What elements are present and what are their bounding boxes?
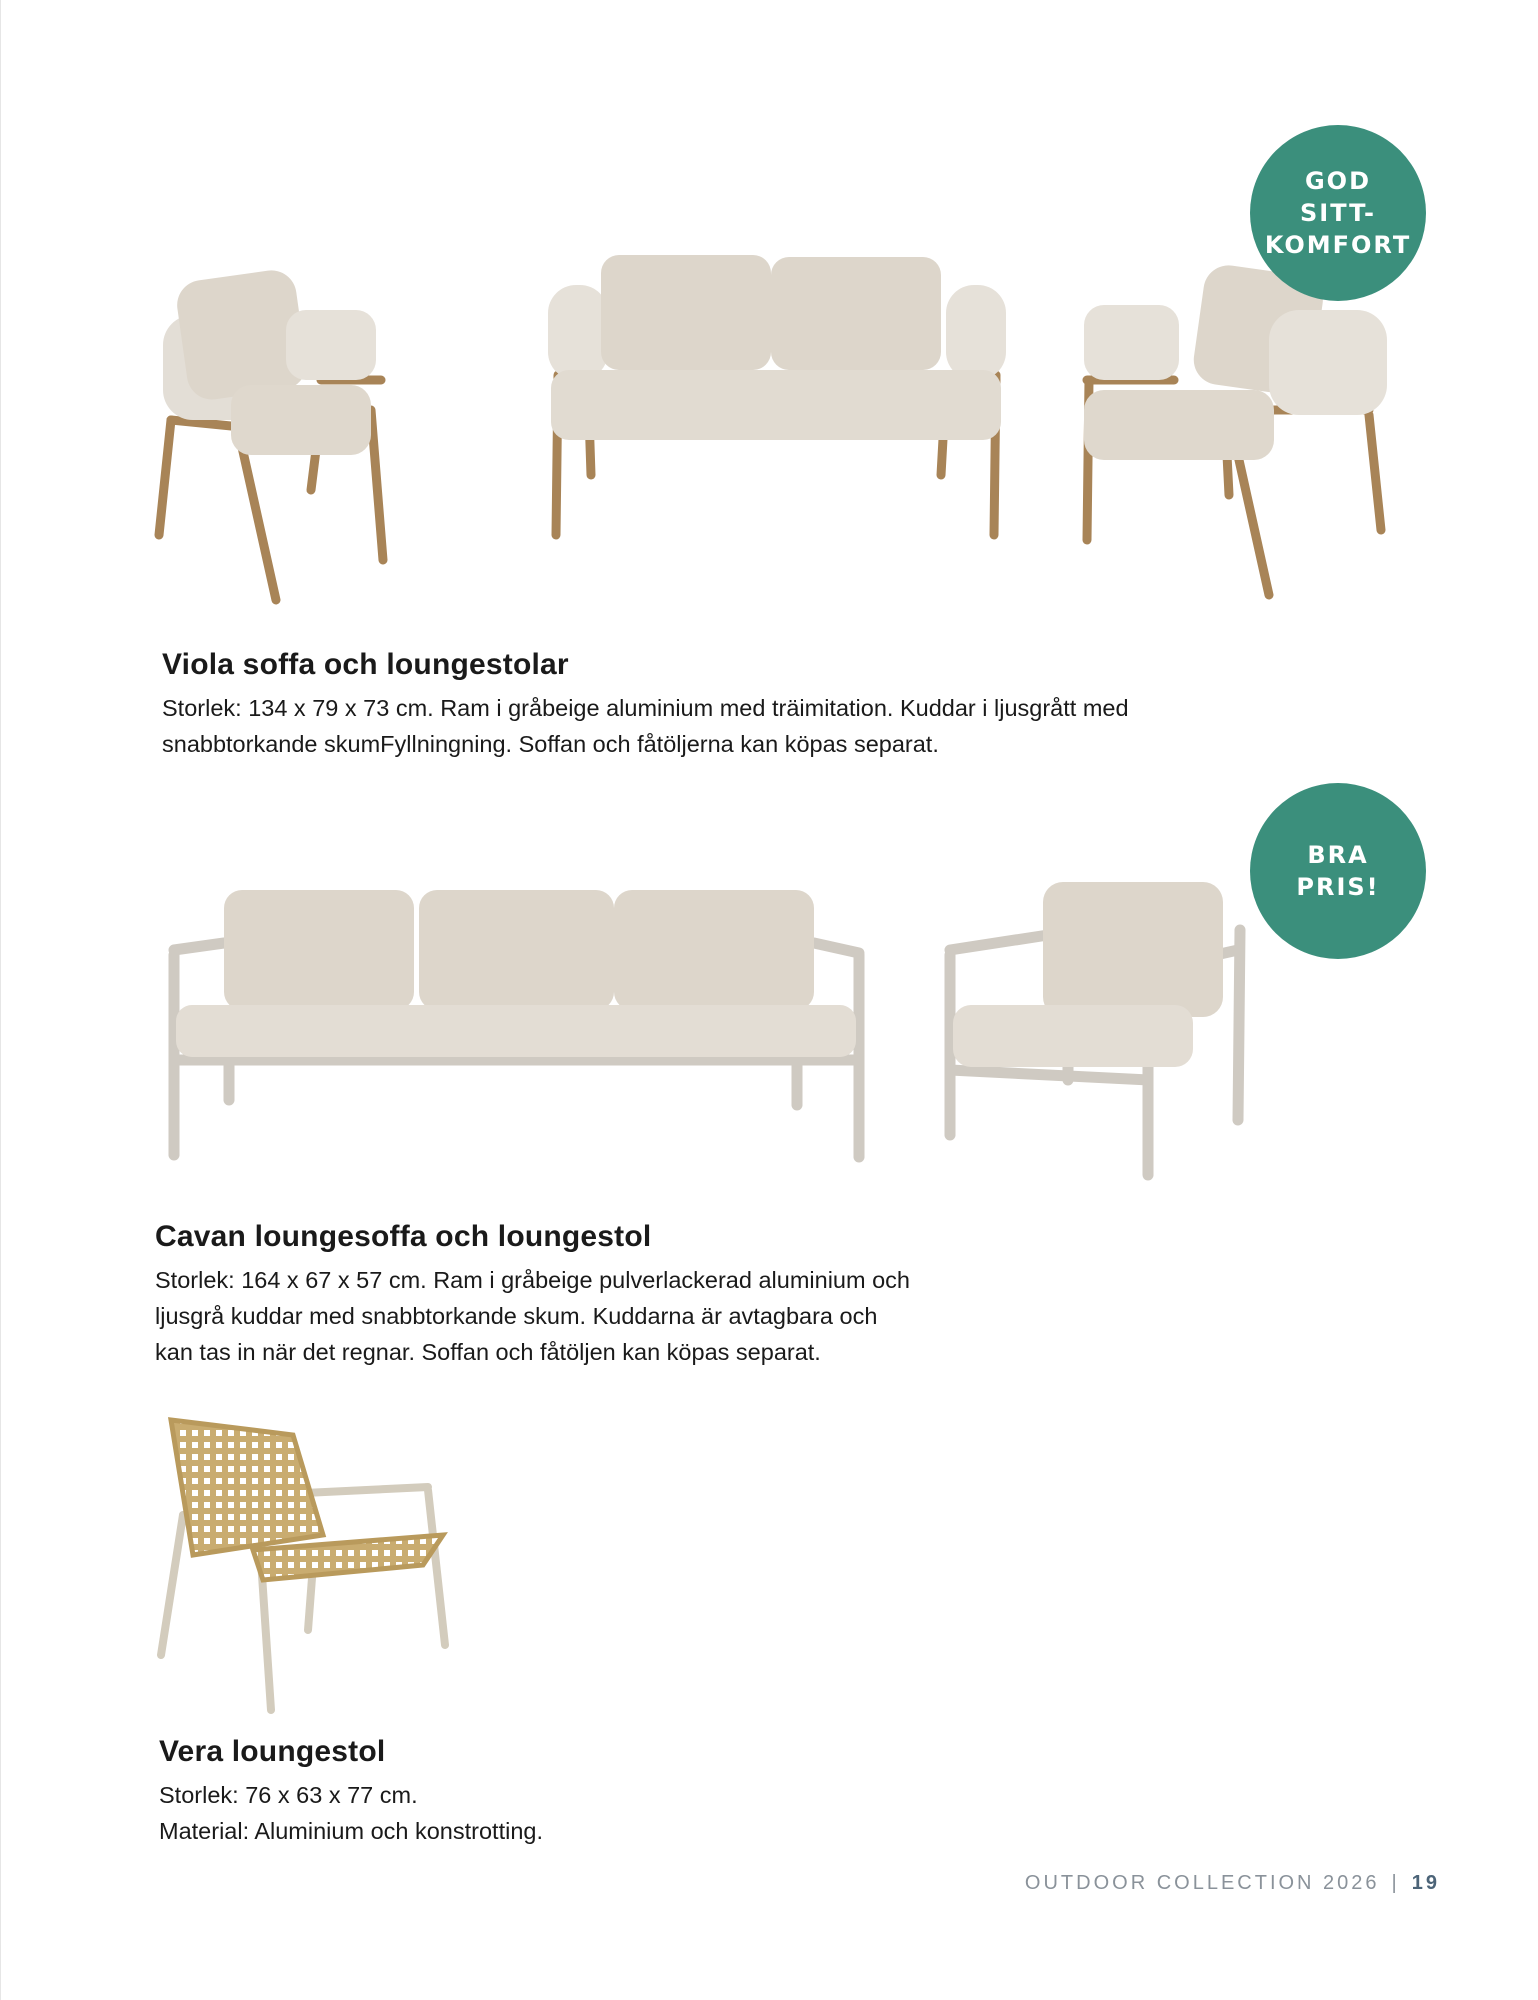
footer-separator: |	[1391, 1872, 1400, 1894]
page-number: 19	[1411, 1872, 1440, 1894]
badge-good-price	[1250, 783, 1426, 959]
desc-line: Storlek: 134 x 79 x 73 cm. Ram i gråbeige aluminium med träimitation. Kuddar i ljusgrått med	[162, 695, 1129, 721]
collection-label: OUTDOOR COLLECTION 2026	[1024, 1872, 1380, 1894]
viola-sofa-image	[546, 255, 1016, 545]
viola-armchair-right-image	[1079, 265, 1399, 605]
desc-line: kan tas in när det regnar. Soffan och fåtöljen kan köpas separat.	[155, 1339, 821, 1365]
product-description	[159, 1777, 543, 1849]
badge-line: KOMFORT	[1264, 231, 1412, 259]
product-description	[155, 1262, 910, 1370]
vera-armchair-image	[153, 1415, 453, 1720]
desc-line: snabbtorkande skumFyllningning. Soffan och fåtöljerna kan köpas separat.	[162, 731, 939, 757]
viola-armchair-left-image	[151, 270, 471, 610]
desc-line: Storlek: 164 x 67 x 57 cm. Ram i gråbeige pulverlackerad aluminium och	[155, 1267, 910, 1293]
cavan-sofa-image	[164, 885, 874, 1170]
badge-comfort	[1250, 125, 1426, 301]
badge-line: SITT-	[1300, 199, 1376, 227]
product-title: Vera loungestol	[159, 1735, 386, 1768]
product-description	[162, 690, 1129, 762]
product-title: Viola soffa och loungestolar	[162, 648, 569, 681]
page-footer	[1025, 1872, 1440, 1895]
badge-line: GOD	[1304, 167, 1372, 195]
cavan-armchair-image	[938, 880, 1258, 1185]
badge-line: PRIS!	[1296, 873, 1380, 901]
desc-line: Material: Aluminium och konstrotting.	[159, 1818, 543, 1844]
product-title: Cavan loungesoffa och loungestol	[155, 1220, 652, 1253]
badge-line: BRA	[1307, 841, 1369, 869]
desc-line: Storlek: 76 x 63 x 77 cm.	[159, 1782, 418, 1808]
desc-line: ljusgrå kuddar med snabbtorkande skum. Kuddarna är avtagbara och	[155, 1303, 878, 1329]
